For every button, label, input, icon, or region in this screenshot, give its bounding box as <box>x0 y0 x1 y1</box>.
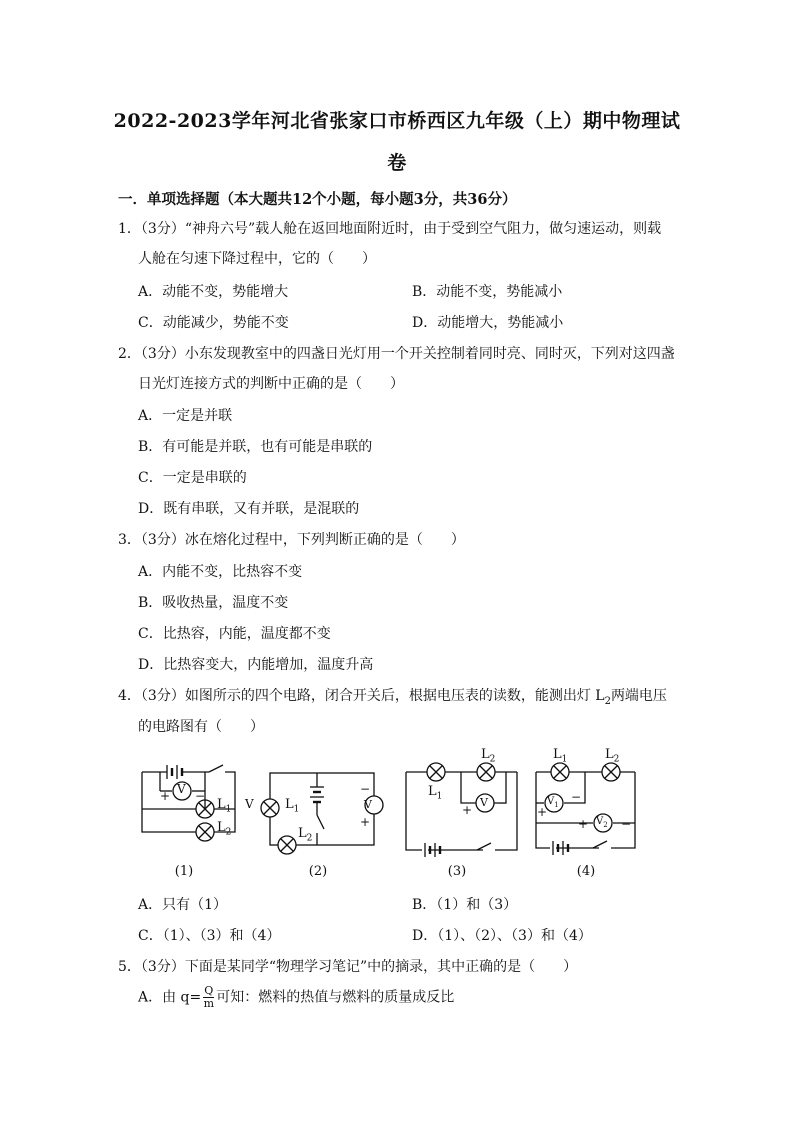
label-plus: + <box>160 789 171 803</box>
q4-stem-cont: 的电路图有（ ） <box>138 719 264 735</box>
q1-option-d: D．动能增大，势能减小 <box>412 315 564 331</box>
label-v: V <box>245 797 254 811</box>
page-title: 2022-2023学年河北省张家口市桥西区九年级（上）期中物理试 <box>113 110 681 132</box>
label-l2: $L_2$ <box>298 826 313 844</box>
q4-option-d: D．（1）、（2）、（3）和（4） <box>412 928 592 944</box>
page-title-cont: 卷 <box>387 152 407 174</box>
q5-option-a: A．由 q= $\frac{Q}{m}$ 可知：燃料的热值与燃料的质量成反比 <box>138 984 455 1010</box>
q4-stem: 4．（3分）如图所示的四个电路，闭合开关后，根据电压表的读数，能测出灯 $L_2$两端电压 <box>118 688 667 707</box>
label-l1: $L_1$ <box>428 784 443 802</box>
q1-stem: 1．（3分）“神舟六号”载人舱在返回地面附近时，由于受到空气阻力，做匀速运动，则载 <box>118 221 662 237</box>
circuit-4 <box>536 763 635 855</box>
label-v1: $V_1$ <box>547 796 559 809</box>
caption-1: (1) <box>174 864 194 879</box>
label-minus: − <box>621 817 632 831</box>
q1-option-a: A．动能不变，势能增大 <box>138 284 289 300</box>
q3-stem: 3．（3分）冰在熔化过程中，下列判断正确的是（ ） <box>118 532 465 548</box>
q4-option-a: A．只有（1） <box>138 897 228 913</box>
label-v2: $V_2$ <box>596 816 608 829</box>
q1-option-b: B．动能不变，势能减小 <box>412 284 563 300</box>
label-v: V <box>480 796 488 809</box>
q3-option-c: C．比热容，内能，温度都不变 <box>138 626 331 642</box>
label-plus: + <box>537 805 548 819</box>
q2-stem: 2．（3分）小东发现教室中的四盏日光灯用一个开关控制着同时亮、同时灭，下列对这四盏 <box>118 346 675 362</box>
label-l1: $L_1$ <box>553 747 568 765</box>
q4-option-c: C．（1）、（3）和（4） <box>138 928 281 944</box>
label-l2: $L_2$ <box>217 820 232 838</box>
q3-option-b: B．吸收热量，温度不变 <box>138 595 289 611</box>
q2-option-a: A．一定是并联 <box>138 408 233 424</box>
label-l2: $L_2$ <box>605 747 620 765</box>
q3-option-a: A．内能不变，比热容不变 <box>138 564 303 580</box>
label-minus: − <box>497 796 508 810</box>
label-plus: + <box>462 803 473 817</box>
label-l2: $L_2$ <box>481 747 496 765</box>
caption-4: (4) <box>576 864 596 879</box>
label-l1: $L_1$ <box>285 797 300 815</box>
label-minus: − <box>195 789 206 803</box>
circuit-diagrams <box>125 745 685 863</box>
section-heading: 一．单项选择题（本大题共12个小题，每小题3分，共36分） <box>118 191 517 208</box>
q2-option-c: C．一定是串联的 <box>138 470 247 486</box>
label-plus: + <box>360 815 371 829</box>
label-plus: + <box>578 817 589 831</box>
caption-2: (2) <box>308 864 328 879</box>
label-minus: − <box>360 782 371 796</box>
label-v: V <box>364 798 372 811</box>
caption-3: (3) <box>447 864 467 879</box>
q5-stem: 5．（3分）下面是某同学“物理学习笔记”中的摘录，其中正确的是（ ） <box>118 959 578 975</box>
q2-stem-cont: 日光灯连接方式的判断中正确的是（ ） <box>138 376 404 392</box>
label-v: V <box>177 782 186 796</box>
fraction: $\frac{Q}{m}$ <box>203 984 214 1010</box>
label-minus: − <box>571 790 582 804</box>
q4-option-b: B．（1）和（3） <box>412 897 518 913</box>
q3-option-d: D．比热容变大，内能增加，温度升高 <box>138 657 374 673</box>
q2-option-b: B．有可能是并联，也有可能是串联的 <box>138 439 373 455</box>
q1-stem-cont: 人舱在匀速下降过程中，它的（ ） <box>138 251 376 267</box>
q2-option-d: D．既有串联，又有并联，是混联的 <box>138 501 360 517</box>
q1-option-c: C．动能减少，势能不变 <box>138 315 289 331</box>
label-l1: $L_1$ <box>217 797 232 815</box>
